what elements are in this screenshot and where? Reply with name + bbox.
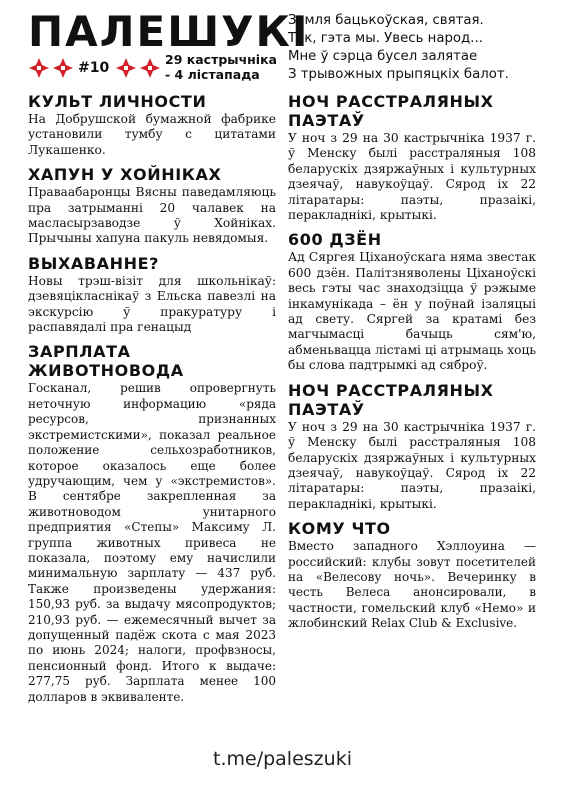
dates-line-1: 29 кастрычніка	[165, 52, 277, 67]
news-text: У ноч з 29 на 30 кастрычніка 1937 г. ў Менску былі расстраляныя 108 беларускіх дзяржаўных і культурных дзеячаў, навукоўцаў. Сярод іх 22 літаратары: паэты, празаікі, перакладнікі, крытыкі.	[288, 131, 536, 223]
news-heading: ВЫХАВАННЕ?	[28, 253, 160, 273]
news-item	[28, 342, 276, 705]
ornament-icon	[28, 57, 50, 79]
news-text: Новы трэш-візіт для школьнікаў: дзевяцікласнікаў з Ельска павезлі на экскурсію ў пракуратуру і распавядалі пра генацыд	[28, 273, 276, 335]
poem-line: Так, гэта мы. Увесь народ...	[288, 31, 483, 46]
news-heading: ХАПУН У ХОЙНІКАХ	[28, 165, 222, 185]
news-heading: КОМУ ЧТО	[288, 519, 391, 539]
news-text: Праваабаронцы Вясны паведамляюць пра затрыманні 20 чалавек на масласырзаводзе ў Хойніках. Прычыны хапуна пакуль невядомыя.	[28, 185, 276, 246]
ornament-row	[28, 56, 163, 80]
news-heading: КУЛЬТ ЛИЧНОСТИ	[28, 92, 207, 111]
news-item	[28, 165, 276, 247]
issue-number: #10	[78, 60, 110, 76]
poem-line: Зямля бацькоўская, святая.	[288, 13, 484, 28]
news-heading: НОЧ РАССТРАЛЯНЫХ ПАЭТАЎ	[288, 92, 494, 130]
ornament-icon	[115, 57, 137, 79]
dates-line-2: - 4 лістапада	[165, 67, 260, 82]
news-item	[288, 519, 536, 631]
ornament-icon	[52, 57, 74, 79]
poem-line: Мне ў сэрца бусел залятае	[288, 49, 478, 64]
news-text: У ноч з 29 на 30 кастрычніка 1937 г. ў Менску былі расстраляныя 108 беларускіх дзяржаўных і культурных дзеячаў, навукоўцаў. Сярод іх 22 літаратары: паэты, празаікі, перакладнікі, крытыкі.	[288, 419, 536, 511]
news-heading: 600 ДЗЁН	[288, 230, 382, 250]
masthead	[28, 7, 310, 88]
news-text: Ад Сяргея Ціханоўскага няма звестак 600 дзён. Палітзняволены Ціханоўскі весь гэты час знаходзіцца ў рэжыме інкамунікада – ён у поўнай ізаляцыі ад свету. Сяргей за кратамі без магчымасці бачыць сям'ю, абменьвацца лістамі ці атрымаць хоць бы слова падтрымкі ад сяброў.	[288, 250, 536, 373]
poem-epigraph	[288, 12, 548, 84]
telegram-link[interactable]: t.me/paleszuki	[213, 748, 352, 770]
right-column	[288, 92, 536, 639]
news-item	[288, 92, 536, 223]
news-text: Вместо западного Хэллоуина — российский: клубы зовут посетителей на «Велесову ночь». Вечеринку в честь Велеса анонсировали, в частности, гомельский клуб «Немо» и жлобинский Relax Club & Exclusive.	[288, 539, 536, 631]
newspaper-title: ПАЛЕШУКІ	[28, 7, 310, 56]
ornament-icon	[139, 57, 161, 79]
news-item	[28, 254, 276, 336]
news-heading: НОЧ РАССТРАЛЯНЫХ ПАЭТАЎ	[288, 380, 494, 419]
left-column	[28, 92, 276, 712]
issue-dates	[165, 52, 277, 82]
news-item	[288, 381, 536, 512]
poem-line: З трывожных прыпяцкіх балот.	[288, 67, 509, 82]
news-item	[288, 230, 536, 373]
news-item	[28, 92, 276, 158]
news-text: Госканал, решив опровергнуть неточную информацию «ряда ресурсов, признанных экстремистскими», показал реальное положение сельхозработников, которое оказалось еще более удручающим, чем у «экстремистов». В сентябре закрепленная за животноводом унитарного предприятия «Степы» Максиму Л. группа животных привеса не показала, поэтому ему начислили минимальную зарплату — 437 руб. Также произведены удержания: 150,93 руб. за выдачу мясопродуктов; 210,93 руб. — ежемесячный вычет за допущенный падёж скота с мая 2023 по июнь 2024; налоги, профвзносы, пенсионный фонд. Итого к выдаче: 277,75 руб. Зарплата менее 100 долларов в эквиваленте.	[28, 381, 276, 704]
news-text: На Добрушской бумажной фабрике установили тумбу с цитатами Лукашенко.	[28, 112, 276, 157]
news-heading: ЗАРПЛАТА ЖИВОТНОВОДА	[28, 342, 184, 381]
